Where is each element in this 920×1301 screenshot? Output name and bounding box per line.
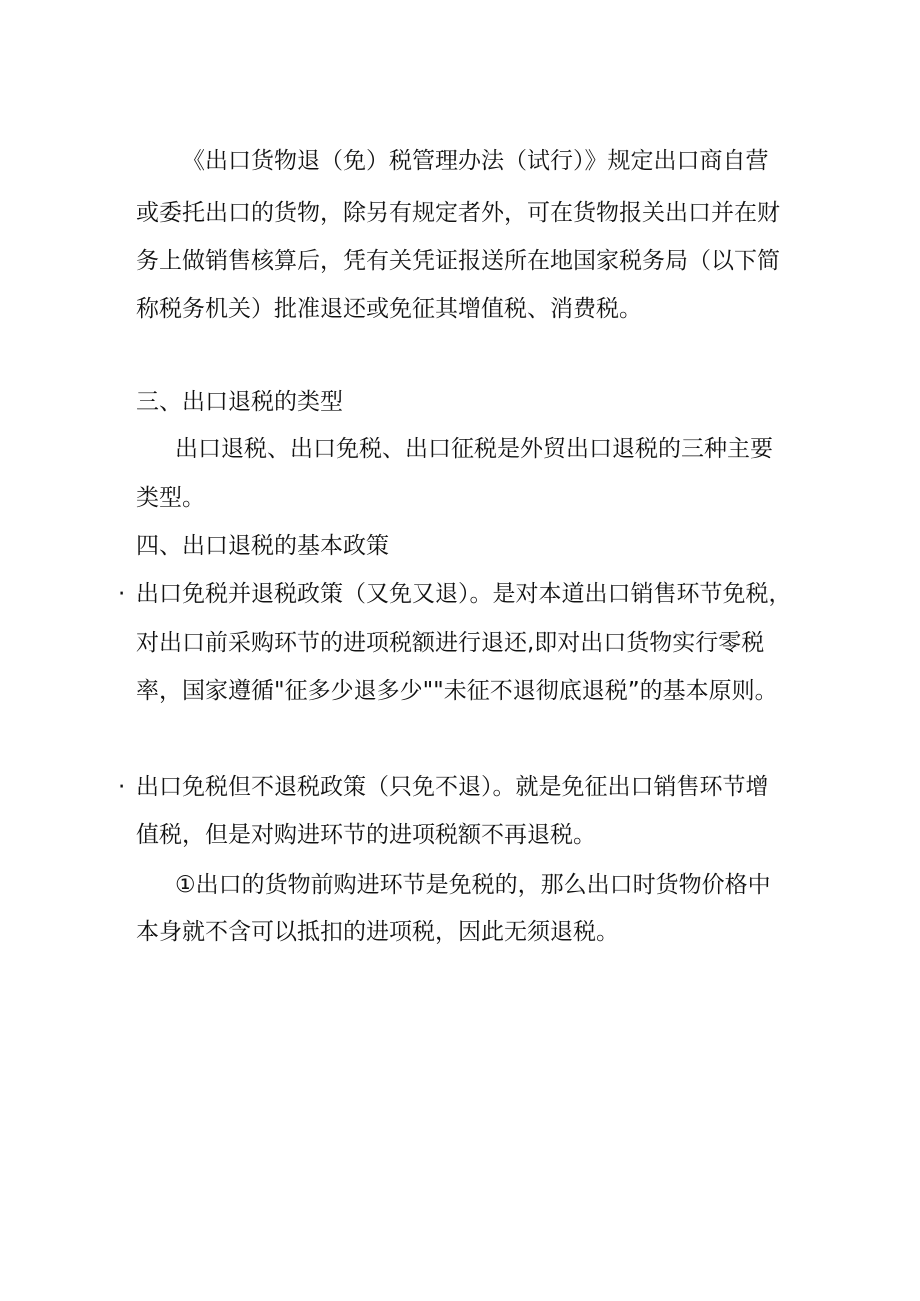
policy2-line-1: 出口免税但不退税政策（只免不退）。就是免征出口销售环节增 — [136, 774, 769, 800]
section-heading-basic-policy: 四、出口退税的基本政策 — [136, 533, 389, 559]
policy1-line-2: 对出口前采购环节的进项税额进行退还,即对出口货物实行零税 — [136, 630, 765, 656]
note1-line-2: 本身就不含可以抵扣的进项税，因此无须退税。 — [136, 919, 619, 945]
intro-line-1: 《出口货物退（免）税管理办法（试行）》规定出口商自营 — [182, 148, 769, 174]
intro-line-4: 称税务机关）批准退还或免征其增值税、消费税。 — [136, 296, 642, 322]
policy1-line-3: 率，国家遵循"征多少退多少""未征不退彻底退税”的基本原则。 — [136, 678, 778, 704]
bullet-marker-policy-2: · — [118, 774, 126, 800]
section-heading-types: 三、出口退税的类型 — [136, 389, 343, 415]
policy2-line-2: 值税，但是对购进环节的进项税额不再退税。 — [136, 822, 596, 848]
policy1-line-1: 出口免税并退税政策（又免又退）。是对本道出口销售环节免税， — [136, 581, 792, 607]
intro-line-2: 或委托出口的货物，除另有规定者外，可在货物报关出口并在财 — [136, 200, 780, 226]
note1-line-1: ①出口的货物前购进环节是免税的，那么出口时货物价格中 — [175, 872, 771, 898]
intro-line-3: 务上做销售核算后，凭有关凭证报送所在地国家税务局（以下简 — [136, 248, 780, 274]
section3-line-1: 出口退税、出口免税、出口征税是外贸出口退税的三种主要 — [175, 436, 773, 462]
section3-line-2: 类型。 — [136, 485, 205, 511]
bullet-marker-policy-1: · — [118, 581, 126, 607]
